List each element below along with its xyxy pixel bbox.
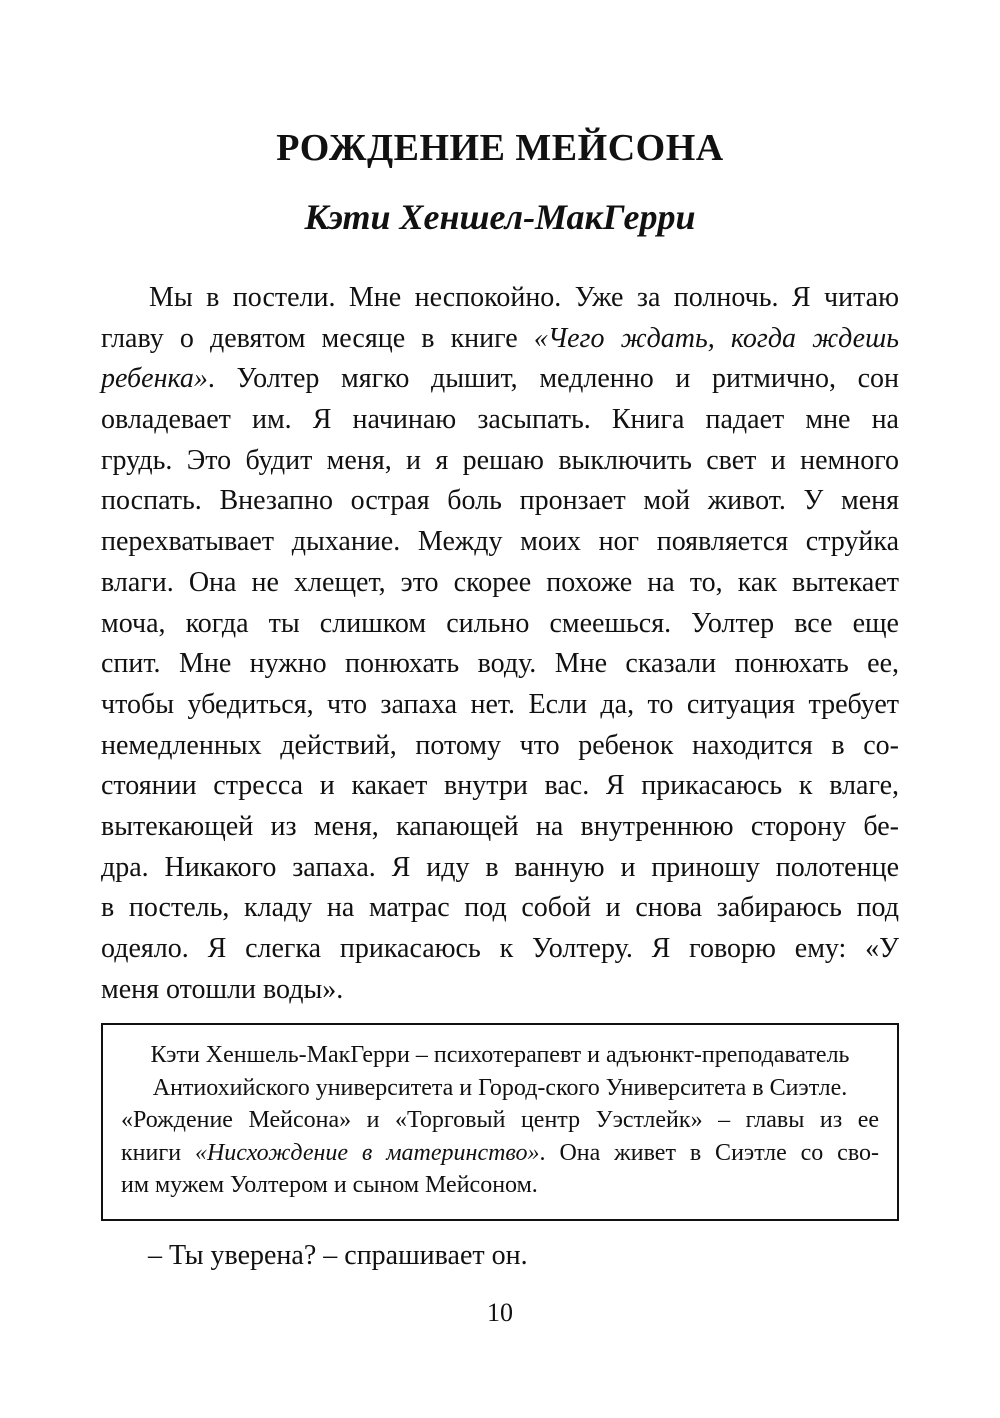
dialogue-line: – Ты уверена? – спрашивает он. xyxy=(148,1240,528,1271)
book-title-italic: ребенка» xyxy=(101,363,208,395)
body-line: грудь. Это будит меня, и я решаю выключить свет и немного xyxy=(101,444,899,476)
body-line: Мы в постели. Мне неспокойно. Уже за полночь. Я читаю xyxy=(149,282,899,313)
body-line: перехватывает дыхание. Между моих ног появляется струйка xyxy=(101,526,899,558)
body-line: овладевает им. Я начинаю засыпать. Книга падает мне на xyxy=(101,404,899,436)
body-line: чтобы убедиться, что запаха нет. Если да, то ситуация требует xyxy=(101,688,899,720)
body-line: дра. Никакого запаха. Я иду в ванную и приношу полотенце xyxy=(101,851,899,883)
bio-text-span: книги xyxy=(121,1139,195,1166)
chapter-title: РОЖДЕНИЕ МЕЙСОНА xyxy=(276,127,724,169)
bio-line: «Рождение Мейсона» и «Торговый центр Уэстлейк» – главы из ее xyxy=(121,1107,879,1133)
book-title-italic: «Нисхождение в материнство» xyxy=(194,1139,540,1166)
body-paragraph xyxy=(101,278,899,1010)
body-line: вытекающей из меня, капающей на внутреннюю сторону бе- xyxy=(101,810,899,842)
bio-line xyxy=(121,1137,879,1170)
chapter-author: Кэти Хеншел-МакГерри xyxy=(304,197,696,237)
body-text-span: главу о девятом месяце в книге xyxy=(101,322,534,354)
bio-line: Кэти Хеншель-МакГерри – психотерапевт и адъюнкт-преподаватель xyxy=(150,1042,850,1068)
body-line: моча, когда ты слишком сильно смеешься. Уолтер все еще xyxy=(101,607,899,639)
body-line: спит. Мне нужно понюхать воду. Мне сказали понюхать ее, xyxy=(101,648,899,680)
page-number: 10 xyxy=(487,1298,513,1327)
body-line: одеяло. Я слегка прикасаюсь к Уолтеру. Я говорю ему: «У xyxy=(101,933,899,964)
body-line: стоянии стресса и какает внутри вас. Я прикасаюсь к влаге, xyxy=(101,770,899,802)
author-bio-box xyxy=(101,1023,899,1221)
body-text-span: . Уолтер мягко дышит, медленно и ритмично, сон xyxy=(207,363,899,395)
bio-line: Антиохийского университета и Город-ского Университета в Сиэтле. xyxy=(152,1074,848,1101)
body-line: немедленных действий, потому что ребенок находится в со- xyxy=(101,729,899,761)
bio-line: им мужем Уолтером и сыном Мейсоном. xyxy=(121,1172,538,1198)
body-line: влаги. Она не хлещет, это скорее похоже на то, как вытекает xyxy=(101,566,899,598)
bio-text-span: . Она живет в Сиэтле со сво- xyxy=(539,1139,879,1166)
body-line xyxy=(101,359,899,400)
book-title-italic: «Чего ждать, когда ждешь xyxy=(533,322,899,354)
body-line: поспать. Внезапно острая боль пронзает мой живот. У меня xyxy=(101,485,899,517)
body-line: в постель, кладу на матрас под собой и снова забираюсь под xyxy=(101,892,899,924)
body-line: меня отошли воды». xyxy=(101,973,344,1005)
body-line xyxy=(101,319,899,360)
